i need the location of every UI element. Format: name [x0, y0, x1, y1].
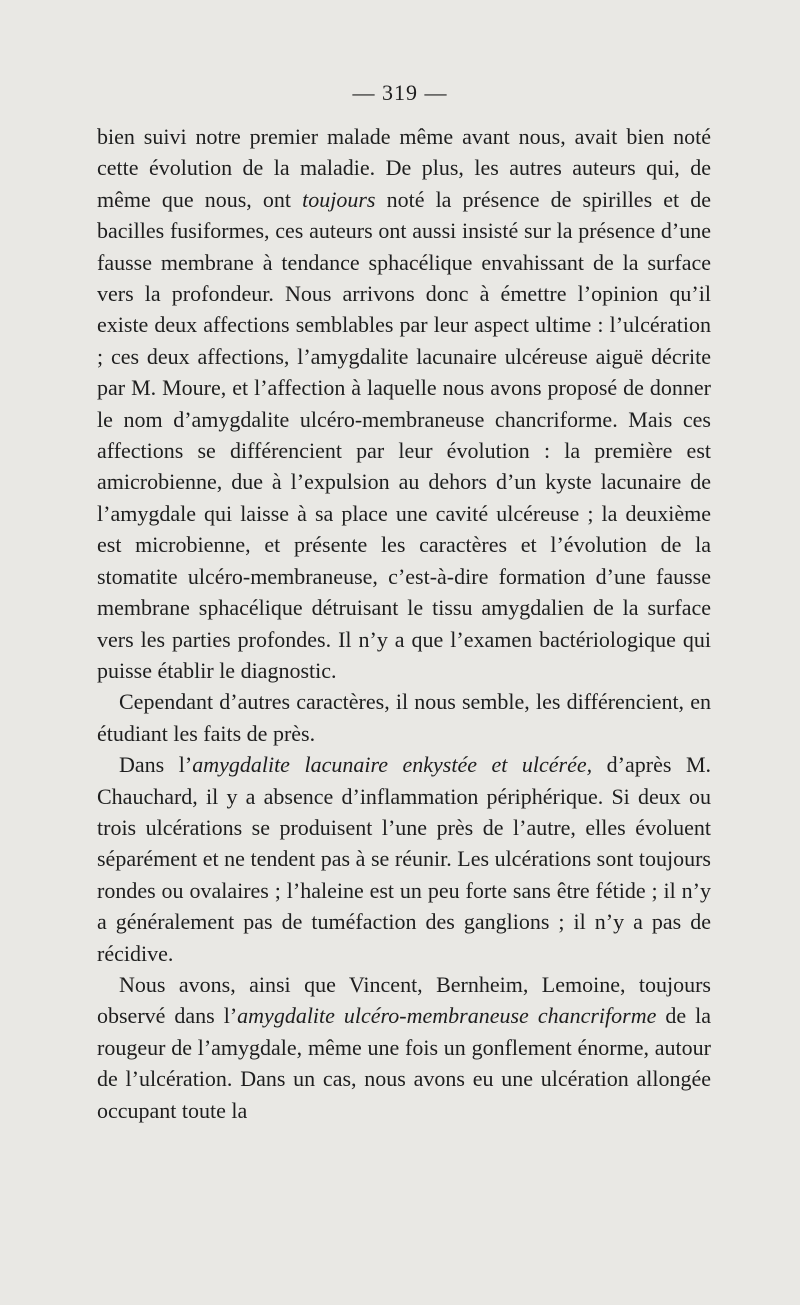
italic-segment: amygdalite lacunaire enkystée et ulcérée,: [192, 752, 593, 778]
body-text: [97, 121, 711, 1126]
paragraph-1: [97, 121, 711, 686]
text-segment: noté la présence de spirilles et de bacilles fusiformes, ces auteurs ont aussi insisté sur la présence d’une fausse membrane à tendance sphacélique envahissant de la surface vers la profondeur. Nous arrivons donc à émettre l’opinion qu’il existe deux affections semblables par leur aspect ultime : l’ulcération ; ces deux affections, l’amygdalite lacunaire ulcéreuse aiguë décrite par M. Moure, et l’affection à laquelle nous avons proposé de donner le nom d’amygdalite ulcéro-membraneuse chancriforme. Mais ces affections se différencient par leur évolution : la première est amicrobienne, due à l’expulsion au dehors d’un kyste lacunaire de l’amygdale qui laisse à sa place une cavité ulcéreuse ; la deuxième est microbienne, et présente les caractères et l’évolution de la stomatite ulcéro-membraneuse, c’est-à-dire formation d’une fausse membrane sphacélique détruisant le tissu amygdalien de la surface vers les parties profondes. Il n’y a que l’examen bactériologique qui puisse établir le diagnostic.: [97, 186, 711, 683]
paragraph-4: [97, 969, 711, 1126]
text-segment: bien suivi notre premier malade même avant nous, avait bien noté cette évolution de la maladie. De plus, les autres auteurs qui, de même que nous, ont: [97, 124, 711, 212]
text-segment: Dans l’: [119, 752, 193, 778]
italic-segment: toujours: [302, 186, 376, 212]
text-segment: Nous avons, ainsi que Vincent, Bernheim, Lemoine, toujours observé dans l’: [97, 971, 711, 1029]
paragraph-3: [97, 749, 711, 969]
text-segment: Cependant d’autres caractères, il nous semble, les différencient, en étudiant les faits de près.: [97, 689, 711, 746]
text-segment: d’après M. Chauchard, il y a absence d’inflammation périphérique. Si deux ou trois ulcérations se produisent l’une près de l’autre, elles évoluent séparément et ne tendent pas à se réunir. Les ulcérations sont toujours rondes ou ovalaires ; l’haleine est un peu forte sans être fétide ; il n’y a généralement pas de tuméfaction des ganglions ; il n’y a pas de récidive.: [97, 752, 712, 966]
page-number: — 319 —: [352, 80, 448, 105]
italic-segment: amygdalite ulcéro-membraneuse chancriforme: [237, 1003, 657, 1029]
text-segment: de la rougeur de l’amygdale, même une fois un gonflement énorme, autour de l’ulcération. Dans un cas, nous avons eu une ulcération allongée occupant toute la: [97, 1003, 711, 1123]
paragraph-2: [97, 686, 711, 749]
